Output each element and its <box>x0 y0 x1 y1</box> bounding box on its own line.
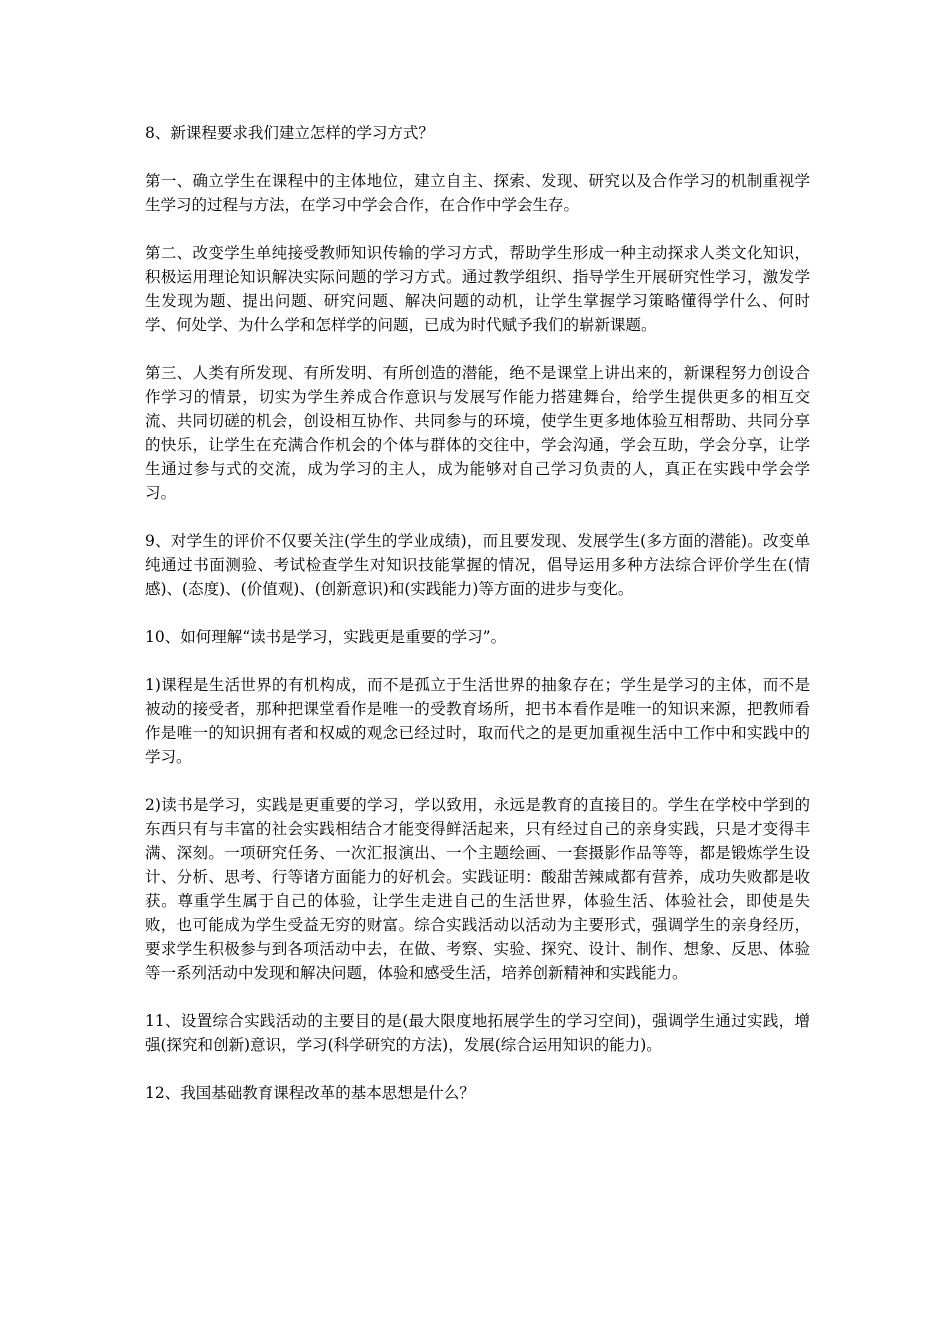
answer-10-point-2: 2)读书是学习，实践是更重要的学习，学以致用，永远是教育的直接目的。学生在学校中学到的东西只有与丰富的社会实践相结合才能变得鲜活起来，只有经过自己的亲身实践，只是才变得丰满、深刻。一项研究任务、一次汇报演出、一个主题绘画、一套摄影作品等等，都是锻炼学生设计、分析、思考、行等诸方面能力的好机会。实践证明：酸甜苦辣咸都有营养，成功失败都是收获。尊重学生属于自己的体验，让学生走进自己的生活世界，体验生活、体验社会，即使是失败，也可能成为学生受益无穷的财富。综合实践活动以活动为主要形式，强调学生的亲身经历，要求学生积极参与到各项活动中去，在做、考察、实验、探究、设计、制作、想象、反思、体验等一系列活动中发现和解决问题，体验和感受生活，培养创新精神和实践能力。 <box>145 796 810 982</box>
question-12-heading: 12、我国基础教育课程改革的基本思想是什么？ <box>145 1084 475 1102</box>
document-body <box>145 121 810 1105</box>
answer-8-point-3: 第三、人类有所发现、有所发明、有所创造的潜能，绝不是课堂上讲出来的，新课程努力创设合作学习的情景，切实为学生养成合作意识与发展写作能力搭建舞台，给学生提供更多的相互交流、共同切磋的机会，创设相互协作、共同参与的环境，使学生更多地体验互相帮助、共同分享的快乐，让学生在充满合作机会的个体与群体的交往中，学会沟通，学会互助，学会分享，让学生通过参与式的交流，成为学习的主人，成为能够对自己学习负责的人，真正在实践中学会学习。 <box>145 364 810 502</box>
question-9-text: 9、对学生的评价不仅要关注(学生的学业成绩)，而且要发现、发展学生(多方面的潜能)。改变单纯通过书面测验、考试检查学生对知识技能掌握的情况，倡导运用多种方法综合评价学生在(情感)、(态度)、(价值观)、(创新意识)和(实践能力)等方面的进步与变化。 <box>145 532 810 598</box>
answer-8-point-1: 第一、确立学生在课程中的主体地位，建立自主、探索、发现、研究以及合作学习的机制重视学生学习的过程与方法，在学习中学会合作，在合作中学会生存。 <box>145 172 810 214</box>
question-11-text: 11、设置综合实践活动的主要目的是(最大限度地拓展学生的学习空间)，强调学生通过实践，增强(探究和创新)意识，学习(科学研究的方法)，发展(综合运用知识的能力)。 <box>145 1012 810 1054</box>
answer-8-point-2: 第二、改变学生单纯接受教师知识传输的学习方式，帮助学生形成一种主动探求人类文化知识，积极运用理论知识解决实际问题的学习方式。通过教学组织、指导学生开展研究性学习，激发学生发现为题、提出问题、研究问题、解决问题的动机，让学生掌握学习策略懂得学什么、何时学、何处学、为什么学和怎样学的问题，已成为时代赋予我们的崭新课题。 <box>145 244 810 334</box>
question-10-heading: 10、如何理解“读书是学习，实践更是重要的学习”。 <box>145 628 507 646</box>
question-8-heading: 8、新课程要求我们建立怎样的学习方式？ <box>145 124 434 142</box>
answer-10-point-1: 1)课程是生活世界的有机构成，而不是孤立于生活世界的抽象存在；学生是学习的主体，而不是被动的接受者，那种把课堂看作是唯一的受教育场所，把书本看作是唯一的知识来源，把教师看作是唯一的知识拥有者和权威的观念已经过时，取而代之的是更加重视生活中工作中和实践中的学习。 <box>145 676 810 766</box>
